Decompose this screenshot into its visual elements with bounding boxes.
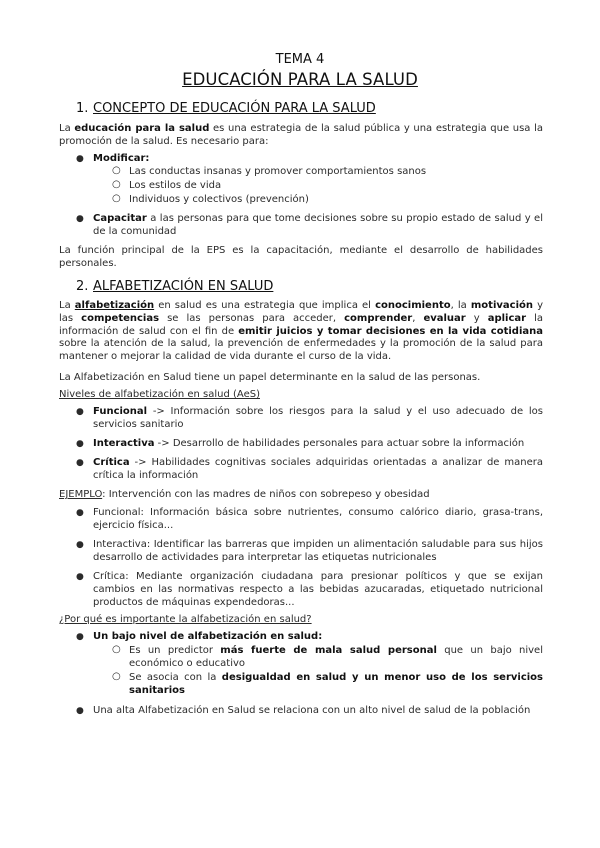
list-item-text: Una alta Alfabetización en Salud se relaciona con un alto nivel de salud de la población	[93, 705, 531, 716]
bold-term: motivación	[470, 300, 533, 311]
papel-text: La Alfabetización en Salud tiene un papel determinante en la salud de las personas.	[59, 372, 481, 383]
bold-term: emitir juicios y tomar decisiones en la vida cotidiana	[238, 325, 544, 337]
bold-term: Crítica	[93, 457, 130, 468]
bold-term: competencias	[81, 312, 160, 324]
list-item-text: Crítica: Mediante organización ciudadana para presionar políticos y que se exijan cambios en las normativas respecto a las bebidas azucaradas, etiquetado nutricional productos de máquinas expendedoras...	[93, 571, 543, 608]
text-span: La	[59, 123, 75, 134]
text-span: sobre la atención de la salud, la prevención de enfermedades y la promoción de la salud para mantener o mejorar la calidad de vida durante el curso de la vida.	[59, 338, 543, 363]
list-item-text: Los estilos de vida	[129, 180, 222, 191]
bullet-icon: ●	[76, 706, 84, 716]
section2-heading	[76, 279, 273, 294]
section1-number: 1.	[76, 101, 89, 116]
bold-term: más fuerte de mala salud personal	[220, 645, 437, 656]
text-span: es una estrategia de la salud pública y una estrategia que usa la promoción de la salud. Es necesario para:	[59, 123, 543, 147]
modificar-label: Modificar:	[93, 153, 150, 164]
circle-bullet-icon: ○	[112, 179, 121, 190]
porque-heading: ¿Por qué es importante la alfabetización en salud?	[59, 614, 312, 625]
text-span: ,	[412, 312, 424, 324]
bullet-icon: ●	[76, 439, 84, 449]
text-span: y	[465, 312, 488, 324]
section1-title: CONCEPTO DE EDUCACIÓN PARA LA SALUD	[93, 101, 376, 116]
text-span: en salud es una estrategia que implica el	[154, 300, 376, 311]
circle-bullet-icon: ○	[112, 165, 121, 176]
bold-term: conocimiento	[375, 300, 451, 311]
bullet-icon: ●	[76, 214, 84, 224]
bullet-icon: ●	[76, 458, 84, 468]
text-span: -> Habilidades cognitivas sociales adquiridas orientadas a analizar de manera crítica la información	[93, 457, 543, 481]
page-title: EDUCACIÓN PARA LA SALUD	[182, 70, 418, 89]
bold-term: Capacitar	[93, 213, 147, 224]
bold-term: Interactiva	[93, 438, 155, 449]
bold-term: desigualdad en salud y un menor uso de los servicios sanitarios	[129, 672, 544, 696]
text-span: : Intervención con las madres de niños con sobrepeso y obesidad	[102, 489, 430, 500]
ejemplo-line	[59, 489, 543, 502]
bold-term: educación para la salud	[74, 123, 210, 134]
section1-heading	[76, 101, 376, 116]
circle-bullet-icon: ○	[112, 644, 121, 655]
list-item-text: Interactiva: Identificar las barreras que impiden un alimentación saludable para sus hijos desarrollo de actividades para interpretar las etiquetas nutricionales	[93, 539, 543, 563]
bold-term: evaluar	[423, 312, 466, 324]
bullet-icon: ●	[76, 632, 84, 642]
text-span: y las	[59, 300, 543, 324]
circle-bullet-icon: ○	[112, 193, 121, 204]
text-span: la información de salud con el fin de	[59, 312, 544, 337]
bold-term: Funcional	[93, 406, 148, 417]
section2-title: ALFABETIZACIÓN EN SALUD	[93, 279, 274, 294]
circle-bullet-icon: ○	[112, 671, 121, 682]
bullet-icon: ●	[76, 154, 84, 164]
bold-term: alfabetización	[74, 300, 155, 311]
text-span: -> Desarrollo de habilidades personales para actuar sobre la información	[154, 438, 525, 449]
bullet-icon: ●	[76, 540, 84, 550]
section1-funcion: La función principal de la EPS es la capacitación, mediante el desarrollo de habilidades personales.	[59, 245, 543, 269]
text-span: Es un predictor	[129, 645, 221, 656]
tema-label: TEMA 4	[275, 52, 325, 67]
text-span: , la	[450, 300, 471, 311]
list-item-text: Funcional: Información básica sobre nutrientes, consumo calórico diario, grasa-trans, ejercicio física...	[93, 507, 543, 531]
ejemplo-label: EJEMPLO	[59, 489, 103, 500]
bullet-icon: ●	[76, 508, 84, 518]
text-span: que un bajo nivel económico o educativo	[129, 645, 543, 669]
text-span: Se asocia con la	[129, 672, 222, 683]
section1-intro	[59, 123, 543, 149]
list-item-text: Individuos y colectivos (prevención)	[129, 194, 309, 205]
text-span: a las personas para que tome decisiones sobre su propio estado de salud y el de la comunidad	[93, 213, 543, 237]
section2-number: 2.	[76, 279, 89, 294]
text-span: se las personas para acceder,	[159, 312, 345, 324]
text-span: La	[59, 300, 75, 311]
text-span: -> Información sobre los riesgos para la salud y el uso adecuado de los servicios sanitario	[93, 406, 543, 430]
bold-term: aplicar	[487, 312, 527, 324]
bullet-icon: ●	[76, 572, 84, 582]
section2-paragraph	[59, 300, 543, 364]
list-item-text: Las conductas insanas y promover comportamientos sanos	[129, 166, 427, 177]
bullet-icon: ●	[76, 407, 84, 417]
bold-term: Un bajo nivel de alfabetización en salud:	[93, 631, 323, 642]
niveles-heading: Niveles de alfabetización en salud (AeS)	[59, 389, 260, 400]
bold-term: comprender	[344, 312, 413, 324]
